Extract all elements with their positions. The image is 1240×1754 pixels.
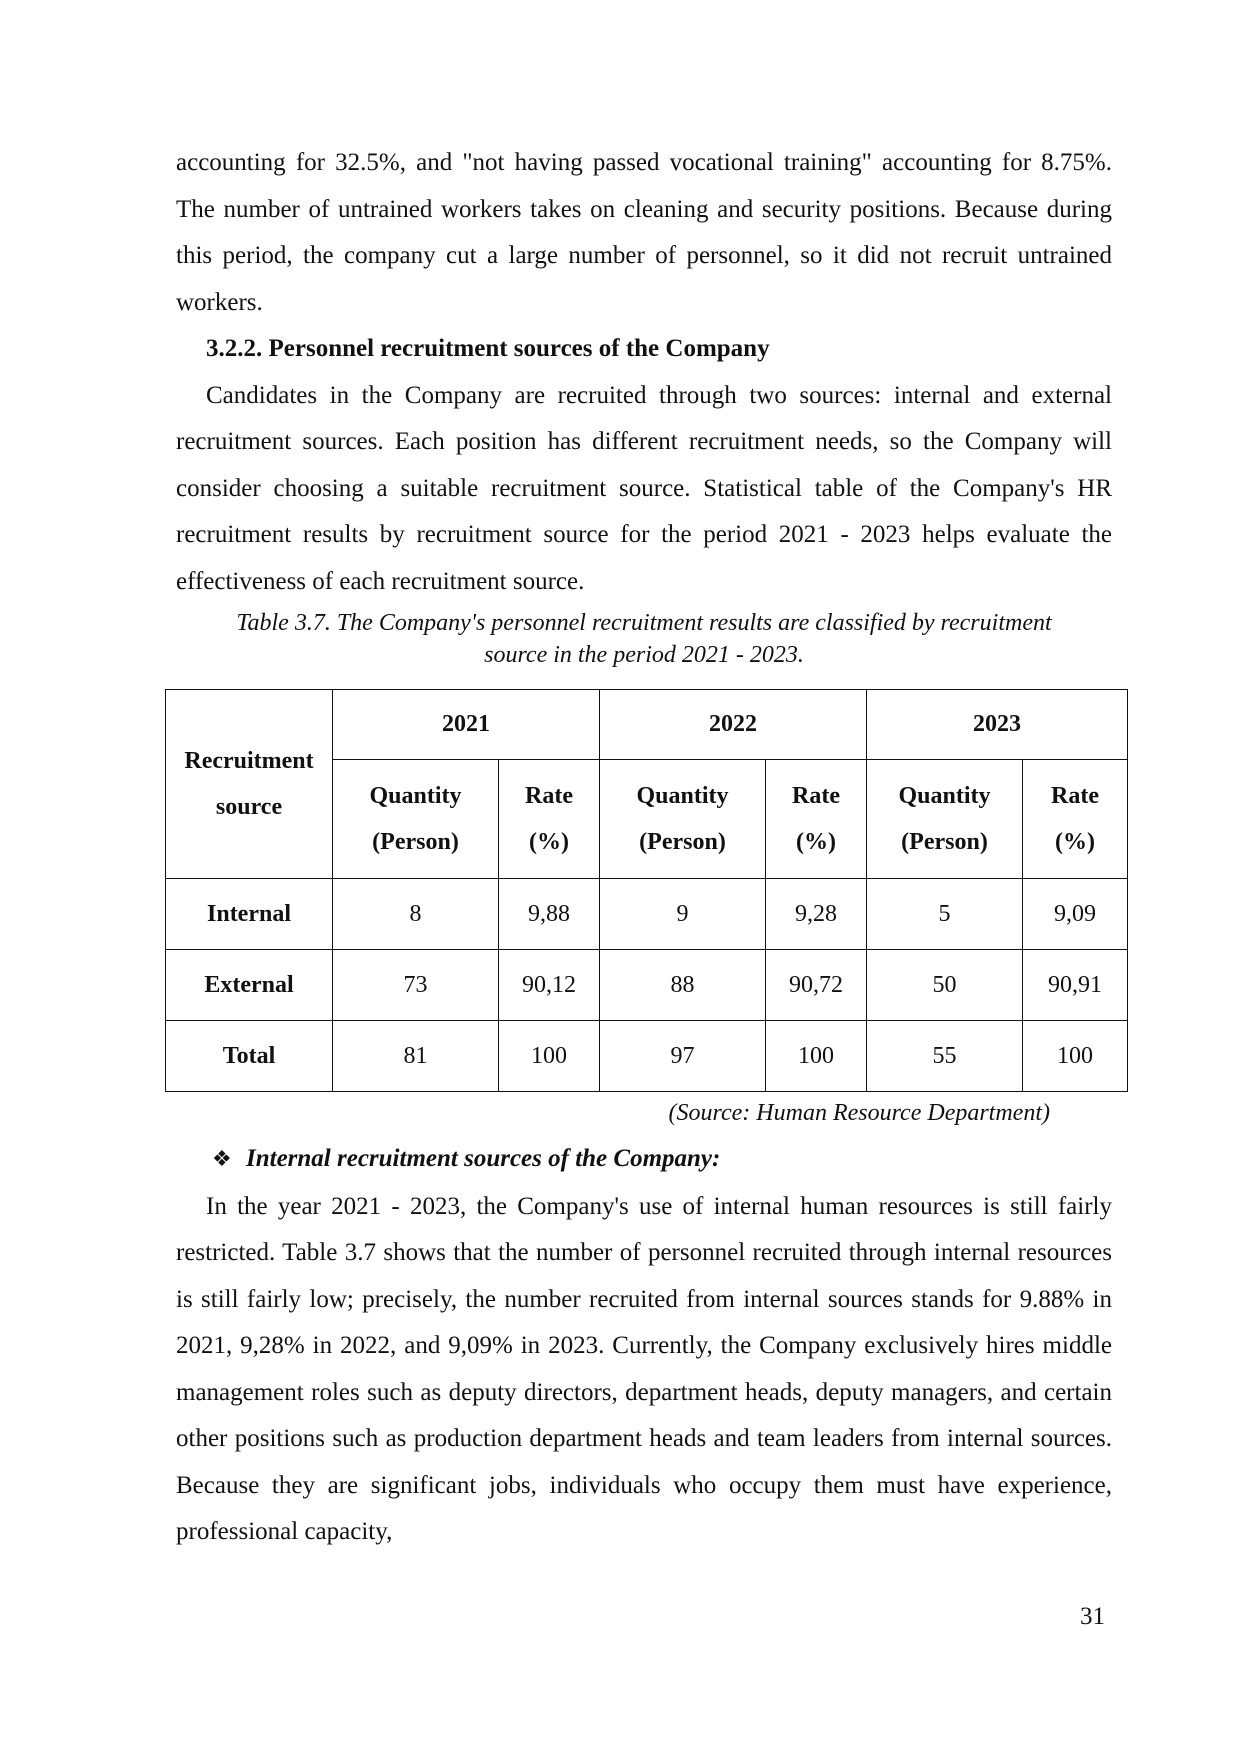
diamond-bullet-icon: ❖: [212, 1147, 232, 1172]
row-label: Internal: [166, 879, 333, 950]
section-heading: 3.2.2. Personnel recruitment sources of the Company: [206, 335, 770, 362]
year-header-row: [166, 690, 1128, 760]
table-cell: 100: [1023, 1021, 1128, 1092]
quantity-header: [867, 760, 1023, 879]
table-cell: 50: [867, 950, 1023, 1021]
table-caption-line: source in the period 2021 - 2023.: [484, 642, 804, 668]
quantity-header: [600, 760, 766, 879]
recruitment-table-wrapper: [165, 689, 1127, 1092]
row-label: External: [166, 950, 333, 1021]
table-cell: 100: [499, 1021, 600, 1092]
table-cell: 73: [333, 950, 499, 1021]
table-caption-line: Table 3.7. The Company's personnel recruitment results are classified by recruitment: [236, 610, 1052, 636]
header-line: Rate: [792, 783, 840, 809]
header-line: (%): [1055, 829, 1095, 855]
table-cell: 100: [766, 1021, 867, 1092]
header-line: Quantity: [898, 783, 991, 809]
rate-header: [766, 760, 867, 879]
section-paragraph: Candidates in the Company are recruited through two sources: internal and external recruitment sources. Each position has different recruitment needs, so the Company will consider choosing a suitable recruitment source. Statistical table of the Company's HR recruitment results by recruitment source for the period 2021 - 2023 helps evaluate the effectiveness of each recruitment source.: [176, 381, 1112, 595]
table-cell: 55: [867, 1021, 1023, 1092]
year-header-2023: 2023: [867, 690, 1128, 760]
table-cell: 81: [333, 1021, 499, 1092]
table-row: [166, 1021, 1128, 1092]
header-line: (%): [529, 829, 569, 855]
header-line: Recruitment: [184, 748, 314, 774]
table-caption: [176, 607, 1112, 671]
year-header-2021: 2021: [333, 690, 600, 760]
bullet-heading-text: Internal recruitment sources of the Company:: [246, 1145, 721, 1172]
header-line: Quantity: [369, 783, 462, 809]
table-source-note: (Source: Human Resource Department): [668, 1100, 1050, 1126]
table-cell: 88: [600, 950, 766, 1021]
header-line: source: [215, 794, 283, 820]
table-cell: 9: [600, 879, 766, 950]
table-cell: 90,72: [766, 950, 867, 1021]
row-label: Total: [166, 1021, 333, 1092]
header-line: Rate: [1051, 783, 1099, 809]
table-row: [166, 879, 1128, 950]
page-content: [176, 140, 1112, 1556]
year-header-2022: 2022: [600, 690, 867, 760]
header-line: (Person): [639, 829, 726, 855]
quantity-header: [333, 760, 499, 879]
table-cell: 90,12: [499, 950, 600, 1021]
header-line: (Person): [901, 829, 988, 855]
table-cell: 97: [600, 1021, 766, 1092]
table-cell: 90,91: [1023, 950, 1128, 1021]
recruitment-table: [165, 689, 1128, 1092]
rate-header: [499, 760, 600, 879]
bullet-heading: [176, 1136, 1112, 1184]
header-line: Rate: [525, 783, 573, 809]
header-line: (%): [796, 829, 836, 855]
header-line: (Person): [372, 829, 459, 855]
table-cell: 5: [867, 879, 1023, 950]
table-cell: 8: [333, 879, 499, 950]
table-cell: 9,09: [1023, 879, 1128, 950]
header-line: Quantity: [636, 783, 729, 809]
rate-header: [1023, 760, 1128, 879]
table-cell: 9,28: [766, 879, 867, 950]
table-row: [166, 950, 1128, 1021]
intro-paragraph: accounting for 32.5%, and "not having passed vocational training" accounting for 8.75%. The number of untrained workers takes on cleaning and security positions. Because during this period, the company cut a large number of personnel, so it did not recruit untrained workers.: [176, 149, 1112, 316]
internal-recruitment-paragraph: In the year 2021 - 2023, the Company's use of internal human resources is still fairly restricted. Table 3.7 shows that the number of personnel recruited through internal resources is still fairly low; precisely, the number recruited from internal sources stands for 9.88% in 2021, 9,28% in 2022, and 9,09% in 2023. Currently, the Company exclusively hires middle management roles such as deputy directors, department heads, deputy managers, and certain other positions such as production department heads and team leaders from internal sources. Because they are significant jobs, individuals who occupy them must have experience, professional capacity,: [176, 1192, 1112, 1545]
recruitment-source-header: [166, 690, 333, 879]
table-cell: 9,88: [499, 879, 600, 950]
page-number: 31: [1080, 1603, 1105, 1630]
